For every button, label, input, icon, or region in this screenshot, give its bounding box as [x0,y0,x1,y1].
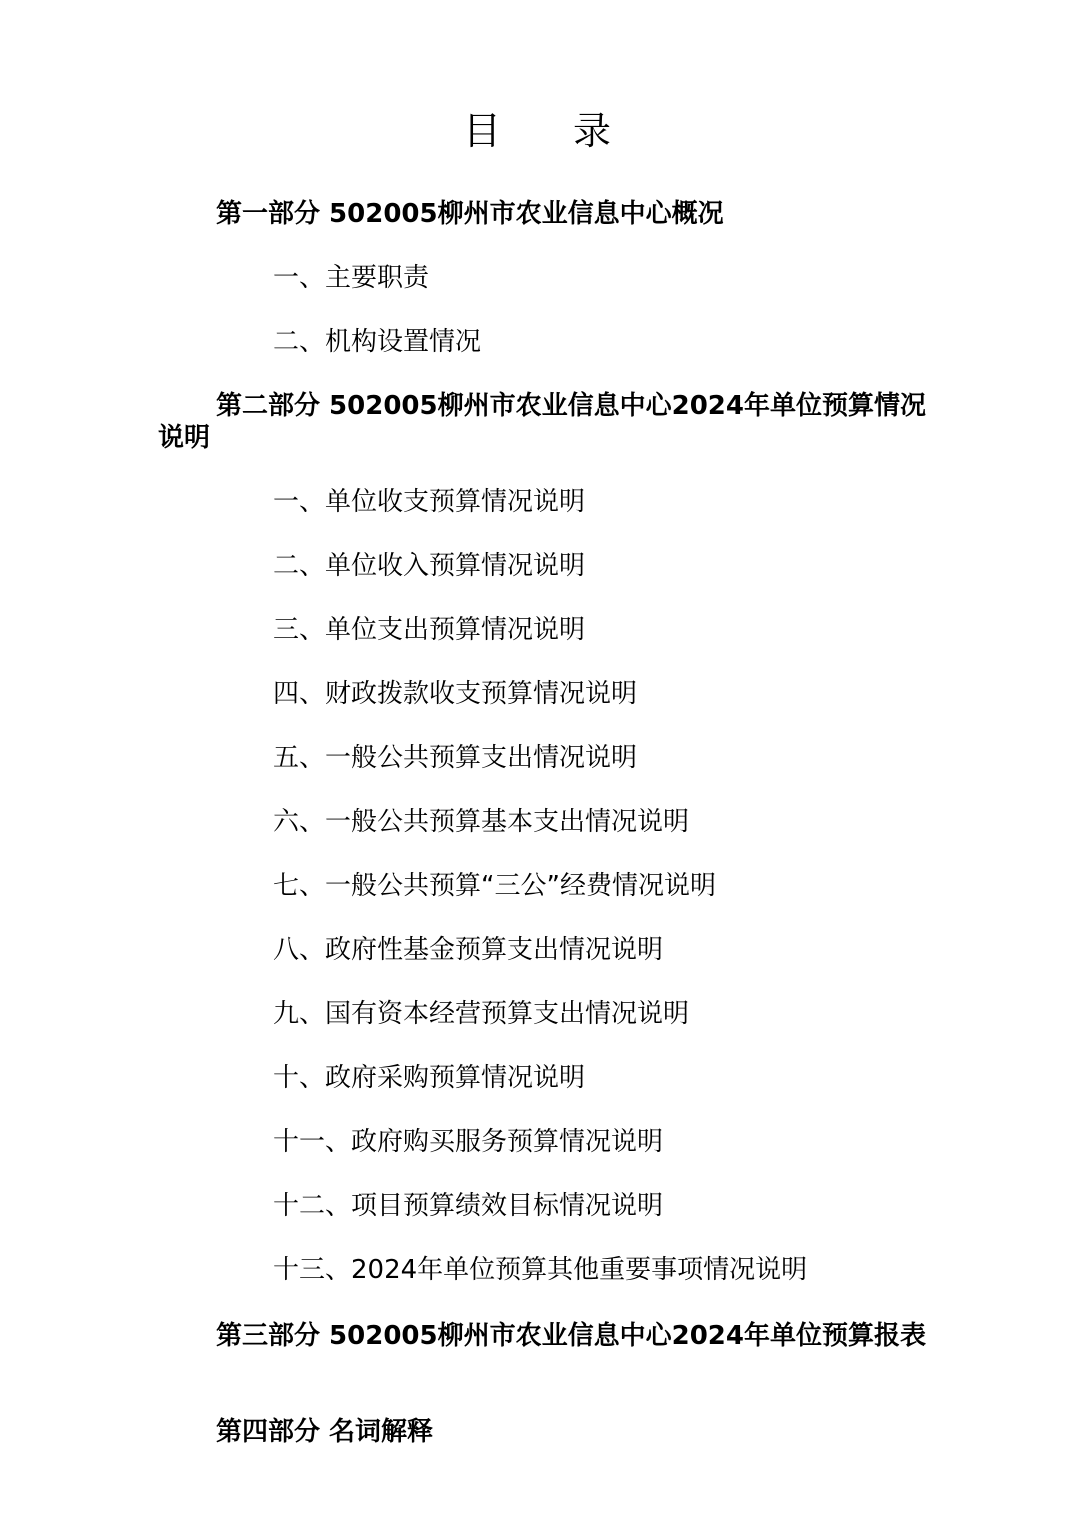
part-1-item-1: 一、主要职责 [273,263,430,293]
part-2-item-4: 四、财政拨款收支预算情况说明 [273,679,638,709]
part-2-item-6: 六、一般公共预算基本支出情况说明 [273,807,690,837]
part-2-item-2: 二、单位收入预算情况说明 [273,551,586,581]
part-1-item-2: 二、机构设置情况 [273,327,482,357]
part-2-item-5: 五、一般公共预算支出情况说明 [273,743,638,773]
part-2-heading: 第二部分 502005柳州市农业信息中心2024年单位预算情况说明 [158,391,926,453]
part-2-item-7: 七、一般公共预算“三公”经费情况说明 [273,871,716,901]
part-2-item-13: 十三、2024年单位预算其他重要事项情况说明 [273,1255,808,1285]
toc-title: 目 录 [462,109,642,153]
part-2-item-8: 八、政府性基金预算支出情况说明 [273,935,664,965]
part-1-heading: 第一部分 502005柳州市农业信息中心概况 [216,199,724,229]
part-3-heading: 第三部分 502005柳州市农业信息中心2024年单位预算报表 [216,1321,926,1351]
part-2-item-9: 九、国有资本经营预算支出情况说明 [273,999,690,1029]
part-4-heading: 第四部分 名词解释 [216,1417,434,1447]
part-2-item-10: 十、政府采购预算情况说明 [273,1063,586,1093]
part-2-item-11: 十一、政府购买服务预算情况说明 [273,1127,664,1157]
part-2-item-1: 一、单位收支预算情况说明 [273,487,586,517]
part-2-item-12: 十二、项目预算绩效目标情况说明 [273,1191,664,1221]
part-2-item-3: 三、单位支出预算情况说明 [273,615,586,645]
